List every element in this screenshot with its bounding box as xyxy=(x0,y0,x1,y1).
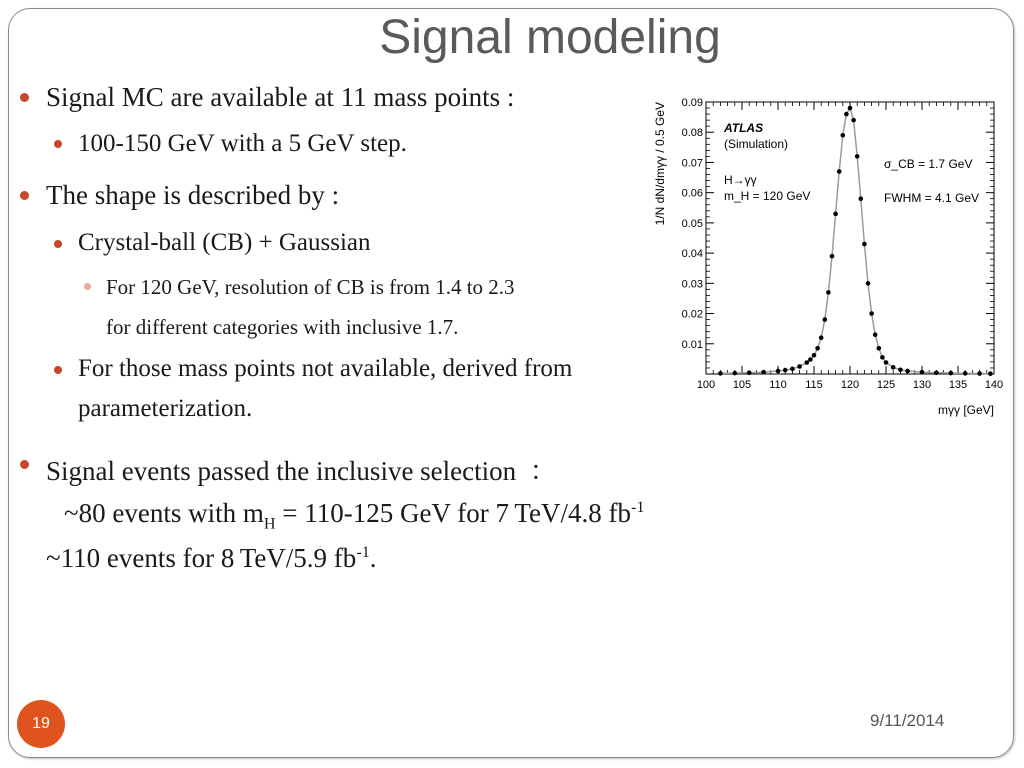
data-point xyxy=(819,335,824,340)
y-tick-label: 0.08 xyxy=(681,127,703,140)
data-point xyxy=(776,369,781,374)
events-8tev-prefix: ~110 events for 8 TeV/5.9 fb xyxy=(46,543,357,573)
data-point xyxy=(797,364,802,369)
data-point xyxy=(920,370,925,375)
slide-title: Signal modeling xyxy=(379,11,721,64)
bullet-resolution-line2: for different categories with inclusive 1.7. xyxy=(106,315,459,339)
data-point xyxy=(808,357,813,362)
data-point xyxy=(880,355,885,360)
data-point xyxy=(898,367,903,372)
events-7tev-line xyxy=(64,498,644,533)
bullet-crystal-ball: Crystal-ball (CB) + Gaussian xyxy=(78,229,371,256)
events-7tev-sup: -1 xyxy=(630,498,645,516)
data-point xyxy=(891,365,896,370)
mass-label: m_H = 120 GeV xyxy=(724,189,811,203)
data-point xyxy=(718,371,723,376)
data-point xyxy=(823,317,828,322)
signal-shape-chart xyxy=(650,92,1010,422)
data-point xyxy=(884,360,889,365)
data-point xyxy=(812,353,817,358)
bullet-resolution-line1: For 120 GeV, resolution of CB is from 1.4 to 2.3 xyxy=(106,275,515,299)
data-point xyxy=(805,360,810,365)
data-point xyxy=(877,346,882,351)
bullet-mass-points: Signal MC are available at 11 mass points : xyxy=(46,82,515,112)
events-8tev-sup: -1 xyxy=(356,543,370,561)
bullet-signal-events: Signal events passed the inclusive selection ： xyxy=(46,456,557,486)
data-point xyxy=(747,370,752,375)
x-tick-label: 100 xyxy=(696,379,716,391)
data-point xyxy=(826,290,831,295)
x-tick-label: 125 xyxy=(876,379,896,391)
data-point xyxy=(733,371,738,376)
y-tick-label: 0.01 xyxy=(681,338,703,351)
y-tick-label: 0.07 xyxy=(681,157,703,170)
x-axis-label: mγγ [GeV] xyxy=(937,403,994,417)
data-point xyxy=(783,368,788,373)
atlas-label: ATLAS xyxy=(724,121,764,135)
y-tick-label: 0.05 xyxy=(681,217,703,230)
x-tick-label: 135 xyxy=(948,379,968,391)
page-number: 19 xyxy=(32,715,50,732)
bullet-dot xyxy=(84,283,91,290)
data-point xyxy=(761,370,766,375)
events-8tev-suffix: . xyxy=(369,543,377,573)
data-point xyxy=(934,370,939,375)
data-point xyxy=(905,369,910,374)
data-point xyxy=(844,112,849,117)
events-7tev-prefix: ~80 events with m xyxy=(64,498,264,528)
data-point xyxy=(963,371,968,376)
y-tick-label: 0.02 xyxy=(681,308,703,321)
process-label: H→γγ xyxy=(724,173,757,187)
x-tick-label: 140 xyxy=(984,379,1004,391)
x-tick-label: 110 xyxy=(769,379,787,391)
events-7tev-sub: H xyxy=(263,514,276,533)
bullet-dot xyxy=(20,460,29,469)
events-7tev-mid: = 110-125 GeV for 7 TeV/4.8 fb xyxy=(275,498,631,528)
y-tick-label: 0.06 xyxy=(681,187,703,200)
data-point xyxy=(848,106,853,111)
y-tick-label: 0.04 xyxy=(681,248,703,261)
slide-date: 9/11/2014 xyxy=(870,711,945,730)
x-tick-label: 115 xyxy=(805,379,823,391)
x-tick-label: 130 xyxy=(912,379,932,391)
data-point xyxy=(869,311,874,316)
data-point xyxy=(830,254,835,259)
y-tick-label: 0.03 xyxy=(681,278,703,291)
bullet-parameterization-line1: For those mass points not available, derived from xyxy=(78,355,573,382)
y-tick-label: 0.09 xyxy=(681,97,703,109)
events-8tev-line xyxy=(46,543,377,574)
data-point xyxy=(837,169,842,174)
x-tick-label: 120 xyxy=(840,379,860,391)
data-point xyxy=(851,118,856,123)
bullet-dot xyxy=(54,140,62,148)
bullet-parameterization-line2: parameterization. xyxy=(78,395,253,422)
data-point xyxy=(833,212,838,217)
data-point xyxy=(862,242,867,247)
bullet-shape: The shape is described by : xyxy=(46,180,340,210)
bullet-dot xyxy=(54,240,62,248)
bullet-dot xyxy=(20,93,29,102)
data-point xyxy=(841,133,846,138)
sigma-label: σ_CB = 1.7 GeV xyxy=(884,157,973,171)
data-point xyxy=(949,371,954,376)
x-tick-label: 105 xyxy=(732,379,752,391)
data-point xyxy=(855,154,860,159)
y-axis-label: 1/N dN/dmγγ / 0.5 GeV xyxy=(653,102,667,226)
data-point xyxy=(859,196,864,201)
data-point xyxy=(790,367,795,372)
bullet-mass-range: 100-150 GeV with a 5 GeV step. xyxy=(78,130,407,157)
fwhm-label: FWHM = 4.1 GeV xyxy=(884,191,980,205)
data-point xyxy=(873,332,878,337)
data-point xyxy=(866,281,871,286)
simulation-label: (Simulation) xyxy=(724,137,789,151)
data-point xyxy=(988,371,993,376)
bullet-dot xyxy=(20,191,29,200)
data-point xyxy=(977,371,982,376)
page-number-badge xyxy=(17,700,65,748)
bullet-dot xyxy=(54,366,62,374)
data-point xyxy=(815,346,820,351)
